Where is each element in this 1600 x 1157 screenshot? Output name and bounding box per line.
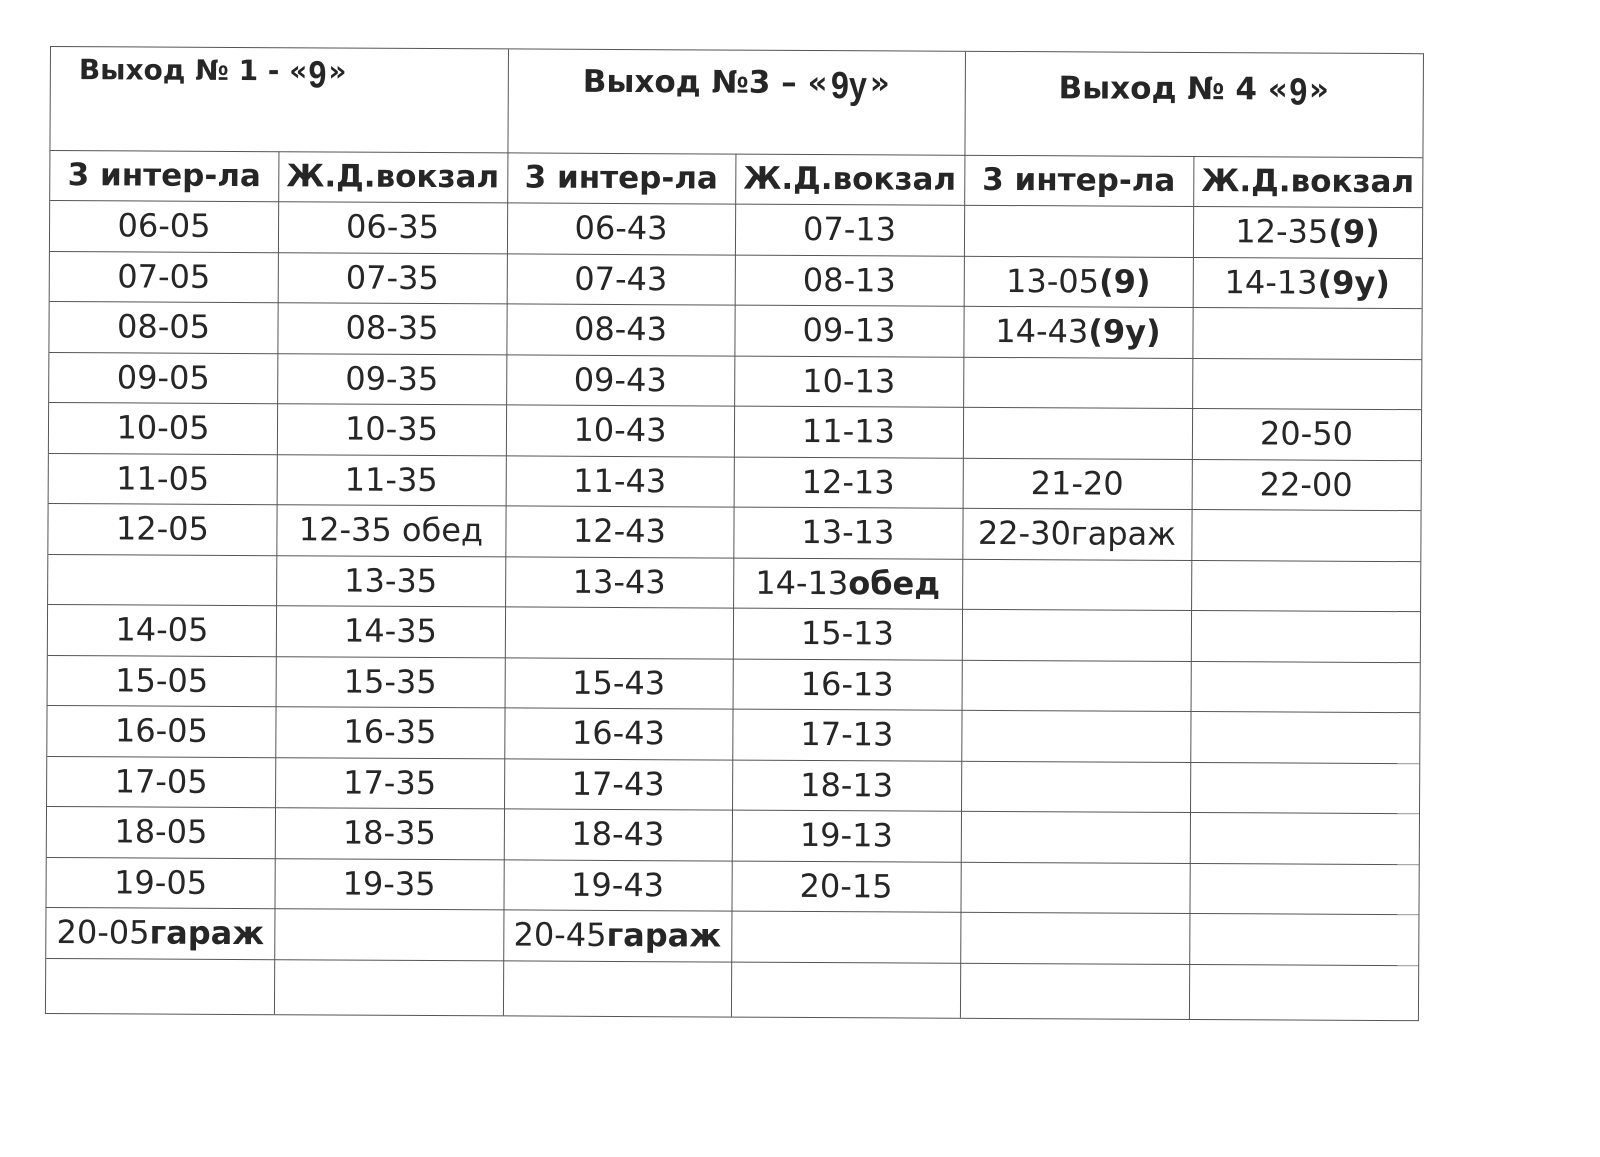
- table-cell: [735, 204, 964, 255]
- time-text: 22-00: [1259, 464, 1353, 504]
- table-cell: [503, 859, 731, 910]
- time-text: 18-05: [114, 812, 208, 851]
- table-cell: [47, 705, 275, 756]
- table-cell: [504, 808, 732, 859]
- table-cell: [276, 656, 505, 707]
- time-text: 15-05: [115, 660, 209, 700]
- table-cell: [503, 909, 731, 960]
- table-cell: [47, 806, 275, 857]
- time-text: 12-35: [1235, 212, 1329, 251]
- table-cell: [963, 457, 1192, 508]
- time-text: 07-43: [574, 259, 668, 298]
- table-cell: [274, 858, 503, 909]
- time-text: 19-13: [799, 815, 893, 855]
- table-cell: [1190, 812, 1419, 863]
- time-text: 17-43: [571, 764, 665, 803]
- cell-note: обед: [848, 563, 941, 603]
- cell-note: (9): [1098, 261, 1151, 301]
- table-cell: [46, 957, 274, 1008]
- column-header: Ж.Д.вокзал: [743, 160, 957, 198]
- table-cell: [1193, 256, 1422, 307]
- table-cell: [735, 254, 964, 305]
- column-header: Ж.Д.вокзал: [286, 158, 500, 196]
- table-cell: [1189, 963, 1418, 1014]
- table-cell: [964, 255, 1193, 306]
- time-text: 12-05: [115, 509, 210, 548]
- table-cell: [734, 406, 963, 457]
- table-cell: [962, 609, 1191, 660]
- table-cell: [277, 403, 506, 454]
- time-text: 15-35: [343, 662, 437, 701]
- time-text: 11-05: [116, 458, 210, 498]
- table-cell: [1191, 660, 1420, 711]
- table-cell: [46, 907, 274, 958]
- table-cell: [733, 507, 962, 558]
- table-cell: [276, 605, 505, 656]
- table-cell: [504, 707, 732, 758]
- time-text: 13-43: [572, 562, 666, 601]
- time-text: 16-35: [343, 712, 437, 752]
- table-cell: [47, 755, 275, 806]
- table-cell: [274, 959, 503, 1010]
- column-header: Ж.Д.вокзал: [1201, 163, 1415, 201]
- table-cell: [960, 962, 1189, 1013]
- table-cell: [1192, 458, 1421, 509]
- table-cell: [48, 503, 276, 554]
- table-cell: [277, 353, 506, 404]
- table-cell: [505, 606, 733, 657]
- table-cell: [50, 251, 278, 302]
- time-text: 10-05: [116, 408, 210, 447]
- time-text: 19-35: [342, 864, 436, 903]
- table-cell: [961, 710, 1190, 761]
- time-text: 08-35: [345, 308, 439, 348]
- table-cell: [506, 455, 734, 506]
- time-text: 06-05: [117, 206, 211, 245]
- time-text: 11-43: [573, 461, 667, 500]
- time-text: 07-35: [345, 258, 439, 297]
- time-text: 14-05: [115, 610, 209, 649]
- table-cell: [731, 860, 960, 911]
- cell-note: гараж: [149, 913, 265, 953]
- time-text: 18-43: [571, 814, 665, 854]
- table-cell: [961, 811, 1190, 862]
- time-text: 14-35: [343, 611, 438, 651]
- table-cell: [1191, 509, 1420, 560]
- table-cell: [732, 709, 961, 760]
- column-header: 3 интер-ла: [982, 161, 1176, 199]
- table-cell: [1189, 862, 1418, 913]
- column-header: 3 интер-ла: [67, 157, 262, 195]
- time-text: 09-43: [573, 360, 667, 399]
- group-title-text: Выход №3 – «: [582, 63, 828, 102]
- table-cell: [46, 856, 274, 907]
- table-cell: [278, 252, 507, 303]
- table-cell: [1190, 761, 1419, 812]
- table-cell: [275, 757, 504, 808]
- time-text: 19-05: [114, 862, 208, 902]
- time-text: 13-35: [344, 561, 438, 600]
- table-cell: [505, 505, 733, 556]
- route-number: 9: [308, 54, 327, 97]
- table-cell: [275, 807, 504, 858]
- group-title-suffix: »: [1308, 71, 1330, 108]
- time-text: 17-35: [343, 763, 437, 802]
- table-cell: [964, 205, 1193, 256]
- table-cell: [1193, 206, 1422, 257]
- table-cell: [503, 960, 731, 1011]
- group-title-text: Выход № 4 «: [1058, 70, 1288, 108]
- time-text: 20-45: [513, 915, 607, 954]
- time-text: 15-43: [572, 663, 666, 702]
- table-cell: [734, 355, 963, 406]
- time-text: 09-05: [116, 357, 210, 397]
- table-cell: [731, 961, 960, 1012]
- table-cell: [506, 404, 734, 455]
- time-text: 07-05: [117, 256, 211, 296]
- table-cell: [733, 658, 962, 709]
- table-cell: [507, 202, 735, 253]
- time-text: 11-13: [801, 411, 896, 451]
- table-cell: [278, 201, 507, 252]
- table-cell: [1192, 357, 1421, 408]
- table-cell: [731, 911, 960, 962]
- table-cell: [960, 861, 1189, 912]
- table-cell: [1190, 711, 1419, 762]
- time-text: 14-43: [995, 311, 1089, 351]
- time-text: 10-43: [573, 410, 667, 450]
- table-cell: [961, 760, 1190, 811]
- time-text: 16-13: [800, 664, 894, 703]
- time-text: 08-13: [802, 260, 896, 299]
- table-cell: [274, 908, 503, 959]
- table-cell: [277, 302, 506, 353]
- group-title-suffix: »: [328, 54, 347, 88]
- table-cell: [505, 657, 733, 708]
- table-cell: [506, 354, 734, 405]
- time-text: 09-13: [802, 310, 896, 350]
- cell-note: (9у): [1317, 263, 1391, 302]
- time-text: 13-13: [801, 512, 895, 552]
- table-cell: [507, 253, 735, 304]
- table-cell: [49, 402, 277, 453]
- table-cell: [1192, 307, 1421, 358]
- time-text: 17-05: [114, 761, 208, 801]
- time-text: 18-35: [342, 813, 436, 853]
- time-text: 14-13: [755, 563, 849, 602]
- time-text: 06-43: [574, 208, 668, 248]
- table-cell: [962, 508, 1191, 559]
- table-cell: [1189, 913, 1418, 964]
- group-title-text: Выход № 1 - «: [78, 53, 308, 88]
- time-text: 15-13: [800, 613, 895, 653]
- table-cell: [962, 659, 1191, 710]
- table-cell: [960, 912, 1189, 963]
- time-text: 08-43: [573, 309, 668, 349]
- table-cell: [963, 407, 1192, 458]
- table-cell: [276, 555, 505, 606]
- table-cell: [732, 759, 961, 810]
- table-cell: [276, 504, 505, 555]
- table-cell: [504, 758, 732, 809]
- table-cell: [48, 553, 276, 604]
- time-text: 10-13: [802, 361, 896, 400]
- table-cell: [1191, 559, 1420, 610]
- schedule-table: [45, 46, 1424, 1021]
- table-cell: [49, 352, 277, 403]
- cell-note: (9): [1328, 212, 1380, 251]
- table-cell: [733, 608, 962, 659]
- time-text: 20-50: [1259, 414, 1354, 453]
- time-text: 09-35: [345, 359, 439, 398]
- table-cell: [48, 654, 276, 705]
- table-cell: [505, 556, 733, 607]
- time-text: 20-15: [799, 866, 893, 905]
- table-cell: [962, 558, 1191, 609]
- group-title-vykhod-1: [50, 47, 508, 152]
- column-header: 3 интер-ла: [524, 159, 719, 197]
- group-title-vykhod-3: [507, 49, 965, 168]
- time-text: 08-05: [116, 307, 211, 346]
- table-cell: [732, 810, 961, 861]
- route-number: 9: [1289, 71, 1308, 114]
- time-text: 12-35 обед: [298, 510, 484, 550]
- time-text: 07-13: [802, 209, 897, 249]
- table-cell: [963, 306, 1192, 357]
- time-text: 18-13: [800, 765, 894, 804]
- time-text: 11-35: [344, 460, 438, 499]
- table-cell: [50, 200, 278, 251]
- time-text: 17-13: [800, 714, 894, 754]
- cell-note: гараж: [606, 915, 722, 955]
- table-cell: [733, 557, 962, 608]
- table-cell: [277, 454, 506, 505]
- time-text: 10-35: [344, 409, 439, 449]
- time-text: 16-05: [114, 711, 209, 750]
- table-cell: [506, 303, 734, 354]
- table-cell: [49, 452, 277, 503]
- table-cell: [1191, 610, 1420, 661]
- time-text: 12-13: [801, 462, 895, 501]
- route-number: 9у: [830, 65, 867, 108]
- time-text: 22-30гараж: [977, 513, 1177, 553]
- time-text: 21-20: [1030, 463, 1124, 503]
- table-cell: [48, 604, 276, 655]
- table-cell: [275, 706, 504, 757]
- time-text: 12-43: [572, 511, 667, 551]
- cell-note: (9у): [1088, 312, 1161, 351]
- table-cell: [1192, 408, 1421, 459]
- time-text: 06-35: [345, 207, 440, 247]
- table-cell: [734, 456, 963, 507]
- time-text: 13-05: [1005, 261, 1100, 300]
- table-cell: [734, 305, 963, 356]
- table-cell: [963, 356, 1192, 407]
- time-text: 14-13: [1224, 262, 1318, 302]
- group-title-suffix: »: [869, 65, 890, 102]
- time-text: 16-43: [571, 713, 665, 753]
- table-cell: [49, 301, 277, 352]
- time-text: 20-05: [56, 913, 150, 952]
- time-text: 19-43: [571, 865, 665, 904]
